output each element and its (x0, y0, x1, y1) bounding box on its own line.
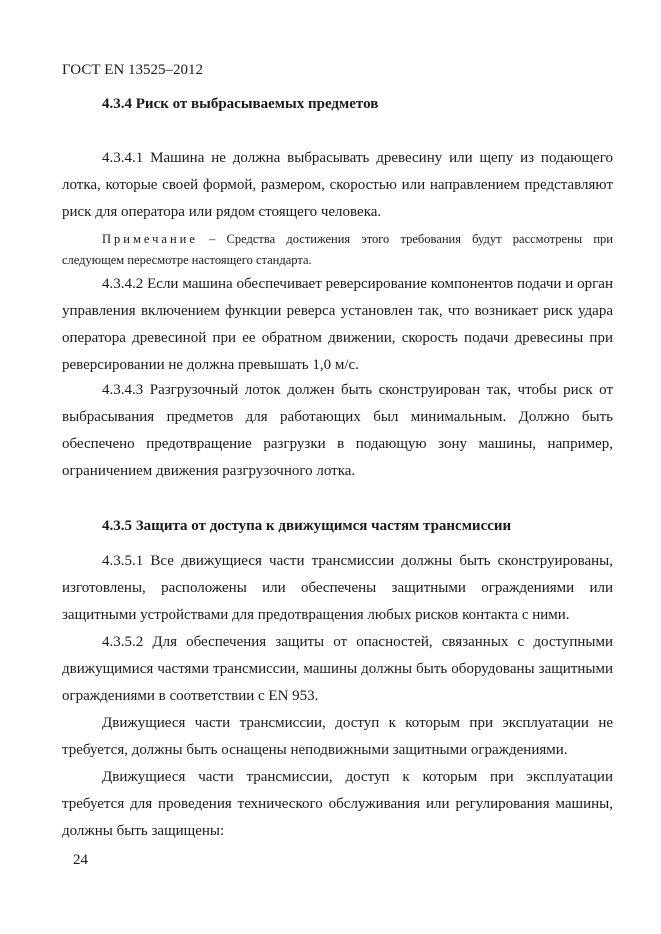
note-text: – Средства достижения этого требования будут рассмотрены при следующем пересмотре настоящего стандарта. (62, 232, 613, 267)
paragraph-fixed-guards: Движущиеся части трансмиссии, доступ к которым при эксплуатации не требуется, должны быть оснащены неподвижными защитными ограждениями. (62, 715, 613, 758)
paragraph-4-3-5-2: 4.3.5.2 Для обеспечения защиты от опасностей, связанных с доступными движущимися частями трансмиссии, машины должны быть оборудованы защитными ограждениями в соответствии с EN 953. (62, 634, 613, 704)
standard-header: ГОСТ EN 13525–2012 (62, 62, 203, 78)
note-label: Примечание (102, 232, 198, 246)
section-heading-4-3-4: 4.3.4 Риск от выбрасываемых предметов (102, 96, 379, 112)
page-number: 24 (73, 852, 88, 868)
paragraph-4-3-4-1: 4.3.4.1 Машина не должна выбрасывать древесину или щепу из подающего лотка, которые своей формой, размером, скоростью или направлением представляют риск для оператора или рядом стоящего человека. (62, 150, 613, 220)
paragraph-4-3-4-3: 4.3.4.3 Разгрузочный лоток должен быть сконструирован так, чтобы риск от выбрасывания предметов для работающих был минимальным. Должно быть обеспечено предотвращение разгрузки в подающую зону машины, например, ограничением движения разгрузочного лотка. (62, 382, 613, 479)
paragraph-maintenance-access: Движущиеся части трансмиссии, доступ к которым при эксплуатации требуется для проведения технического обслуживания или регулирования машины, должны быть защищены: (62, 769, 613, 839)
section-heading-4-3-5: 4.3.5 Защита от доступа к движущимся частям трансмиссии (102, 518, 512, 534)
note (62, 229, 613, 271)
paragraph-4-3-5-1: 4.3.5.1 Все движущиеся части трансмиссии должны быть сконструированы, изготовлены, расположены или обеспечены защитными ограждениями или защитными устройствами для предотвращения любых рисков контакта с ними. (62, 553, 613, 623)
paragraph-4-3-4-2: 4.3.4.2 Если машина обеспечивает реверсирование компонентов подачи и орган управления включением функции реверса установлен так, что возникает риск удара оператора древесиной при ее обратном движении, скорость подачи древесины при реверсировании не должна превышать 1,0 м/с. (62, 276, 613, 373)
